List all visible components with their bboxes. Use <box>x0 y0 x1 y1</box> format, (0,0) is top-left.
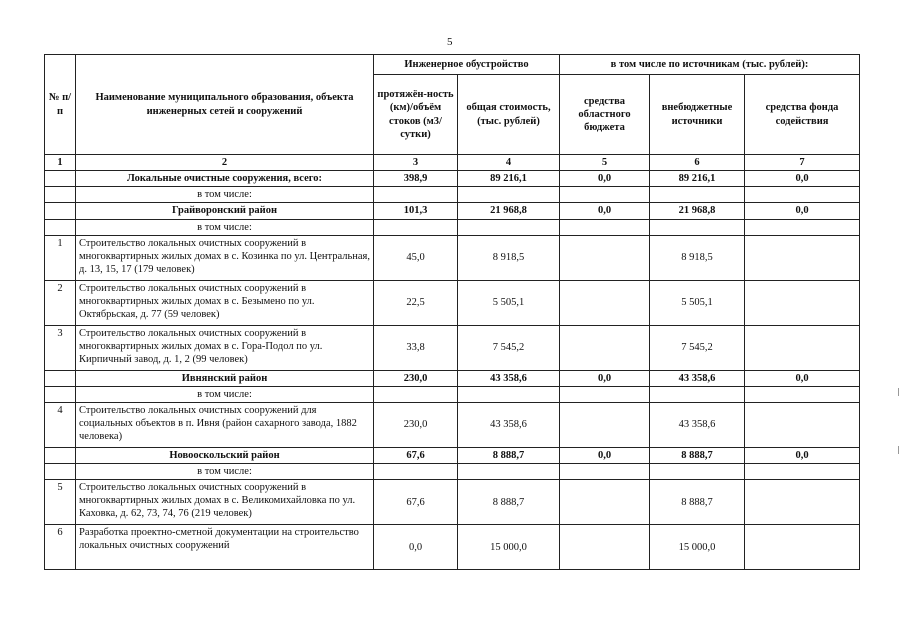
header-sources-group: в том числе по источникам (тыс. рублей): <box>560 55 860 75</box>
row-fund: 0,0 <box>745 370 860 386</box>
row-number <box>45 464 76 480</box>
empty-cell <box>745 187 860 203</box>
empty-cell <box>560 219 650 235</box>
empty-cell <box>745 219 860 235</box>
row-name: Строительство локальных очистных сооружений в многоквартирных жилых домах в с. Безымено по ул. Октябрьская, д. 77 (59 человек) <box>76 280 374 325</box>
empty-cell <box>458 219 560 235</box>
empty-cell <box>560 464 650 480</box>
row-length: 22,5 <box>374 280 458 325</box>
empty-cell <box>745 386 860 402</box>
row-caption: в том числе: <box>76 386 374 402</box>
row-number <box>45 187 76 203</box>
row-fund: 0,0 <box>745 447 860 463</box>
row-total-cost: 21 968,8 <box>458 203 560 219</box>
row-regional-budget <box>560 325 650 370</box>
table-row <box>45 280 860 325</box>
row-offbudget: 8 918,5 <box>650 235 745 280</box>
table-row <box>45 525 860 570</box>
row-total-cost: 89 216,1 <box>458 171 560 187</box>
row-fund <box>745 280 860 325</box>
row-regional-budget <box>560 480 650 525</box>
empty-cell <box>560 386 650 402</box>
empty-cell <box>560 187 650 203</box>
row-regional-budget <box>560 280 650 325</box>
row-caption: в том числе: <box>76 464 374 480</box>
row-number <box>45 219 76 235</box>
row-fund: 0,0 <box>745 203 860 219</box>
subtotal-caption-row <box>45 219 860 235</box>
row-fund <box>745 402 860 447</box>
header-total-cost: общая стоимость, (тыс. рублей) <box>458 75 560 155</box>
row-caption: в том числе: <box>76 219 374 235</box>
column-number: 7 <box>745 155 860 171</box>
row-fund <box>745 480 860 525</box>
table-row <box>45 325 860 370</box>
row-length: 230,0 <box>374 402 458 447</box>
column-number: 2 <box>76 155 374 171</box>
row-number: 4 <box>45 402 76 447</box>
empty-cell <box>650 464 745 480</box>
empty-cell <box>458 464 560 480</box>
row-total-cost: 8 888,7 <box>458 447 560 463</box>
row-length: 45,0 <box>374 235 458 280</box>
row-fund <box>745 325 860 370</box>
row-name: Грайворонский район <box>76 203 374 219</box>
row-length: 230,0 <box>374 370 458 386</box>
row-fund <box>745 525 860 570</box>
row-number <box>45 370 76 386</box>
works-table <box>44 54 860 570</box>
row-regional-budget: 0,0 <box>560 447 650 463</box>
column-number: 3 <box>374 155 458 171</box>
row-name: Строительство локальных очистных сооружений в многоквартирных жилых домах в с. Козинка по ул. Центральная, д. 13, 15, 17 (179 человек) <box>76 235 374 280</box>
row-number: 6 <box>45 525 76 570</box>
empty-cell <box>650 386 745 402</box>
row-caption: в том числе: <box>76 187 374 203</box>
row-regional-budget <box>560 235 650 280</box>
row-name: Строительство локальных очистных сооружений в многоквартирных жилых домах в с. Гора-Подол по ул. Кирпичный завод, д. 1, 2 (99 человек) <box>76 325 374 370</box>
row-name: Строительство локальных очистных сооружений в многоквартирных жилых домах в с. Великомихайловка по ул. Каховка, д. 62, 73, 74, 76 (219 человек) <box>76 480 374 525</box>
row-number <box>45 171 76 187</box>
page-number: 5 <box>447 36 453 48</box>
empty-cell <box>374 464 458 480</box>
row-number <box>45 386 76 402</box>
column-number: 5 <box>560 155 650 171</box>
row-total-cost: 43 358,6 <box>458 370 560 386</box>
subtotal-caption-row <box>45 187 860 203</box>
table-row <box>45 480 860 525</box>
row-regional-budget <box>560 402 650 447</box>
empty-cell <box>374 386 458 402</box>
row-total-cost: 5 505,1 <box>458 280 560 325</box>
column-number: 1 <box>45 155 76 171</box>
subtotal-caption-row <box>45 386 860 402</box>
row-name: Новооскольский район <box>76 447 374 463</box>
column-number: 6 <box>650 155 745 171</box>
subtotal-caption-row <box>45 464 860 480</box>
empty-cell <box>458 187 560 203</box>
row-offbudget: 8 888,7 <box>650 480 745 525</box>
row-length: 0,0 <box>374 525 458 570</box>
empty-cell <box>650 219 745 235</box>
row-total-cost: 8 918,5 <box>458 235 560 280</box>
row-total-cost: 43 358,6 <box>458 402 560 447</box>
row-offbudget: 43 358,6 <box>650 402 745 447</box>
total-row <box>45 171 860 187</box>
column-number: 4 <box>458 155 560 171</box>
row-total-cost: 15 000,0 <box>458 525 560 570</box>
row-number: 2 <box>45 280 76 325</box>
row-name: Разработка проектно-сметной документации на строительство локальных очистных сооружений <box>76 525 374 570</box>
scan-mark <box>898 388 899 396</box>
row-regional-budget <box>560 525 650 570</box>
row-regional-budget: 0,0 <box>560 171 650 187</box>
header-num: № п/п <box>45 55 76 155</box>
row-name: Ивнянский район <box>76 370 374 386</box>
row-offbudget: 89 216,1 <box>650 171 745 187</box>
row-length: 67,6 <box>374 447 458 463</box>
row-number: 1 <box>45 235 76 280</box>
total-row <box>45 203 860 219</box>
row-number: 3 <box>45 325 76 370</box>
empty-cell <box>650 187 745 203</box>
row-number <box>45 447 76 463</box>
row-fund: 0,0 <box>745 171 860 187</box>
header-regional-budget: средства областного бюджета <box>560 75 650 155</box>
row-length: 398,9 <box>374 171 458 187</box>
row-number <box>45 203 76 219</box>
row-name: Локальные очистные сооружения, всего: <box>76 171 374 187</box>
row-length: 67,6 <box>374 480 458 525</box>
header-offbudget: внебюджетные источники <box>650 75 745 155</box>
header-length: протяжён-ность (км)/объём стоков (м3/сутки) <box>374 75 458 155</box>
row-offbudget: 43 358,6 <box>650 370 745 386</box>
header-fund: средства фонда содействия <box>745 75 860 155</box>
row-offbudget: 15 000,0 <box>650 525 745 570</box>
row-offbudget: 5 505,1 <box>650 280 745 325</box>
row-fund <box>745 235 860 280</box>
empty-cell <box>374 219 458 235</box>
row-total-cost: 8 888,7 <box>458 480 560 525</box>
empty-cell <box>745 464 860 480</box>
row-total-cost: 7 545,2 <box>458 325 560 370</box>
row-regional-budget: 0,0 <box>560 203 650 219</box>
table-row <box>45 402 860 447</box>
header-name: Наименование муниципального образования, объекта инженерных сетей и сооружений <box>76 55 374 155</box>
column-number-row <box>45 155 860 171</box>
row-regional-budget: 0,0 <box>560 370 650 386</box>
row-offbudget: 21 968,8 <box>650 203 745 219</box>
row-offbudget: 8 888,7 <box>650 447 745 463</box>
row-length: 101,3 <box>374 203 458 219</box>
empty-cell <box>458 386 560 402</box>
header-engineering-group: Инженерное обустройство <box>374 55 560 75</box>
total-row <box>45 370 860 386</box>
row-number: 5 <box>45 480 76 525</box>
table-row <box>45 235 860 280</box>
row-length: 33,8 <box>374 325 458 370</box>
empty-cell <box>374 187 458 203</box>
total-row <box>45 447 860 463</box>
scan-mark <box>898 446 899 454</box>
row-offbudget: 7 545,2 <box>650 325 745 370</box>
row-name: Строительство локальных очистных сооружений для социальных объектов в п. Ивня (район сахарного завода, 1882 человека) <box>76 402 374 447</box>
